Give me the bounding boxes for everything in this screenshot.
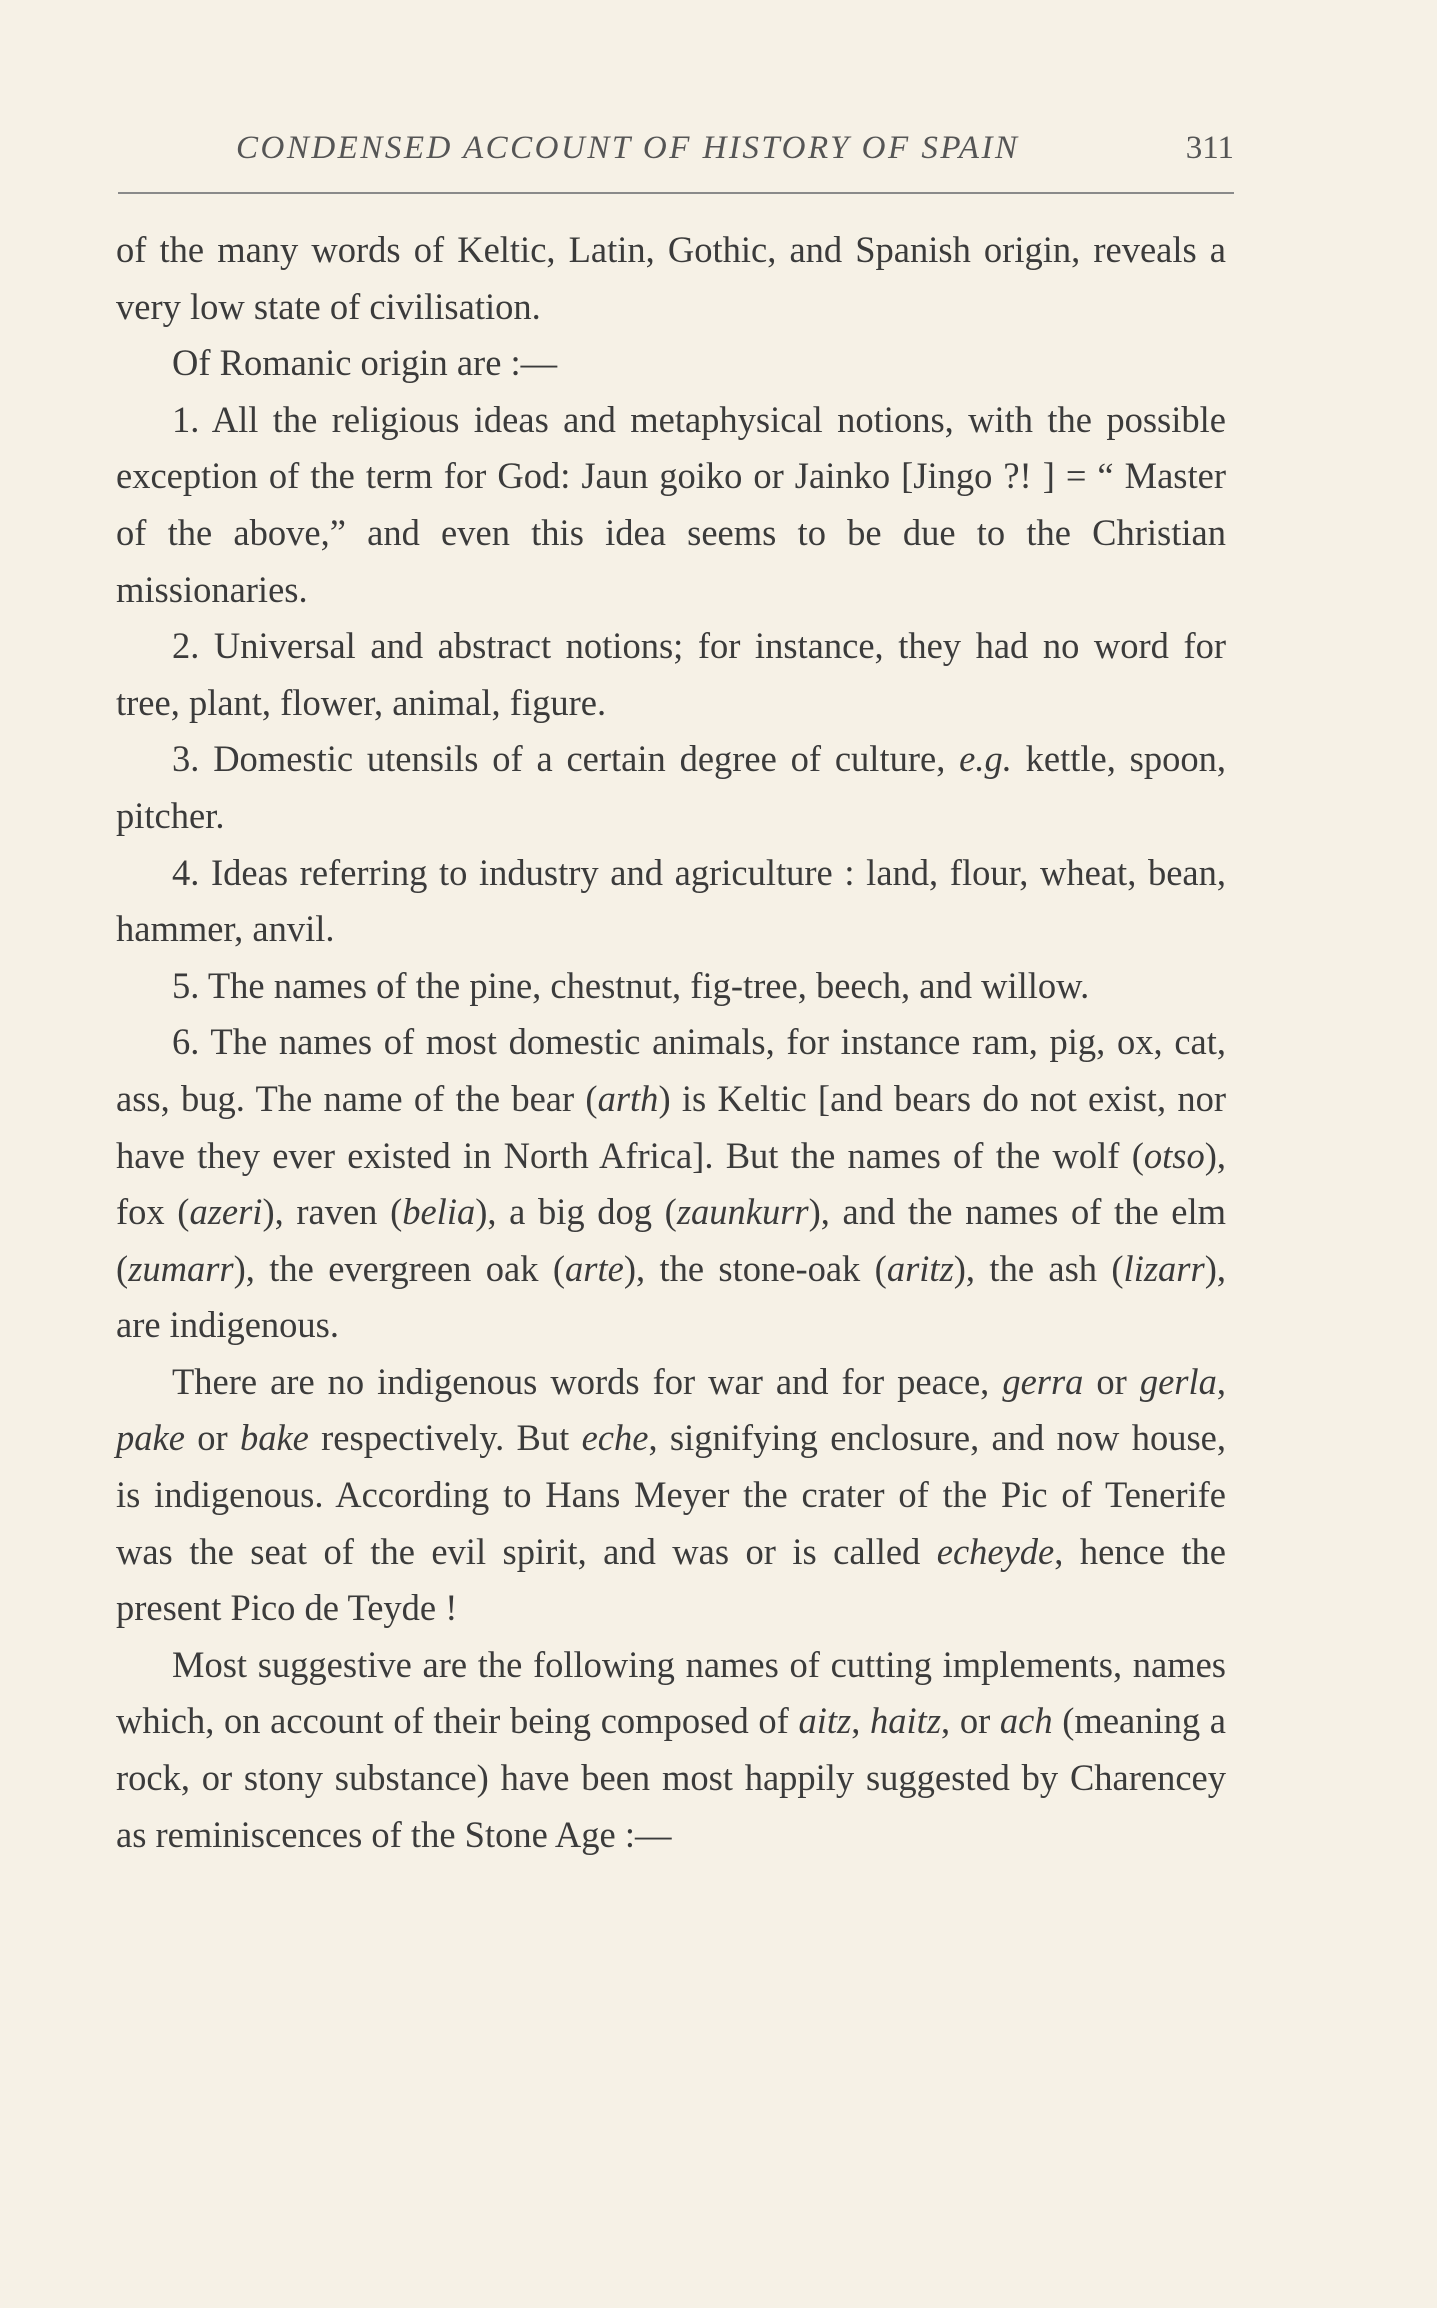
text-run: ), a big dog ( [475,1191,677,1233]
text-run: ), are indigenous. [116,1247,1226,1346]
paragraph [116,618,1226,731]
paragraph [116,1354,1226,1637]
text-run: , hence the present Pico de Teyde ! [116,1530,1226,1629]
text-run: 2. Universal and abstract notions; for instance, they had no word for tree, plant, flower, animal, figure. [116,625,1226,723]
text-run: ), fox ( [116,1134,1226,1233]
text-run: ) is Keltic [and bears do not exist, nor have they ever existed in North Africa]. But the names of the wolf ( [116,1077,1226,1176]
text-run: 3. Domestic utensils of a certain degree of culture, [172,738,960,780]
text-run: kettle, spoon, pitcher. [116,738,1226,836]
italic-term: lizarr [1123,1247,1205,1289]
text-run: respectively. But [308,1417,582,1459]
text-run: There are no indigenous words for war and for peace, [172,1360,1003,1402]
paragraph [116,958,1226,1015]
paragraph [116,731,1226,844]
text-run: ), the evergreen oak ( [233,1247,566,1289]
text-run: , [1216,1360,1227,1402]
paragraph [116,845,1226,958]
italic-term: e.g. [959,738,1012,780]
text-run: ), and the names of the elm ( [116,1191,1227,1289]
text-run: of the many words of Keltic, Latin, Gothic, and Spanish origin, reveals a very low state of civilisation. [116,229,1226,327]
italic-term: zaunkurr [676,1191,809,1233]
italic-term: arte [565,1247,624,1289]
italic-term: pake [116,1417,185,1459]
italic-term: ach [999,1700,1053,1742]
body-text [116,222,1226,1863]
italic-term: bake [239,1417,309,1459]
italic-term: arth [597,1077,659,1119]
text-run: ), the ash ( [953,1247,1124,1289]
italic-term: eche [581,1417,649,1459]
text-run: , signifying enclosure, and now house, is indigenous. According to Hans Meyer the crater of the Pic of Tenerife was the seat of the evil spirit, and was or is called [116,1417,1226,1572]
italic-term: haitz [870,1700,942,1742]
text-run: , [851,1700,871,1742]
paragraph [116,1014,1226,1354]
text-run: (meaning a rock, or stony substance) have been most happily suggested by Charencey as reminiscences of the Stone Age :— [116,1700,1226,1855]
paragraph [116,335,1226,392]
italic-term: gerla [1139,1360,1217,1402]
text-run: 5. The names of the pine, chestnut, fig-tree, beech, and willow. [172,964,1090,1006]
page-number: 311 [1185,130,1234,166]
header-rule [118,192,1234,194]
text-run: ), raven ( [262,1191,403,1233]
italic-term: gerra [1002,1360,1084,1402]
paragraph [116,392,1226,618]
text-run: or [1083,1360,1140,1402]
italic-term: belia [402,1191,476,1233]
italic-term: aitz [798,1700,852,1742]
text-run: 4. Ideas referring to industry and agriculture : land, flour, wheat, bean, hammer, anvil. [116,851,1226,950]
italic-term: echeyde [936,1530,1055,1572]
page-header [118,118,1234,178]
text-run: 6. The names of most domestic animals, for instance ram, pig, ox, cat, ass, bug. The name of the bear ( [116,1021,1226,1119]
text-run: or [184,1417,240,1459]
italic-term: azeri [189,1191,263,1233]
paragraph [116,1637,1226,1863]
paragraph [116,222,1226,335]
running-head: CONDENSED ACCOUNT OF HISTORY OF SPAIN [236,130,1020,166]
italic-term: aritz [886,1247,954,1289]
text-run: Of Romanic origin are :— [172,342,558,384]
italic-term: otso [1143,1134,1205,1176]
text-run: 1. All the religious ideas and metaphysical notions, with the possible exception of the term for God: Jaun goiko or Jainko [Jingo ?! ] = “ Master of the above,” and even this idea seems to be due to the Christian missionaries. [116,398,1226,610]
italic-term: zumarr [128,1247,234,1289]
text-run: ), the stone-oak ( [623,1247,887,1289]
text-run: , or [941,1700,1000,1742]
text-run: Most suggestive are the following names of cutting implements, names which, on account of their being composed of [116,1643,1226,1742]
